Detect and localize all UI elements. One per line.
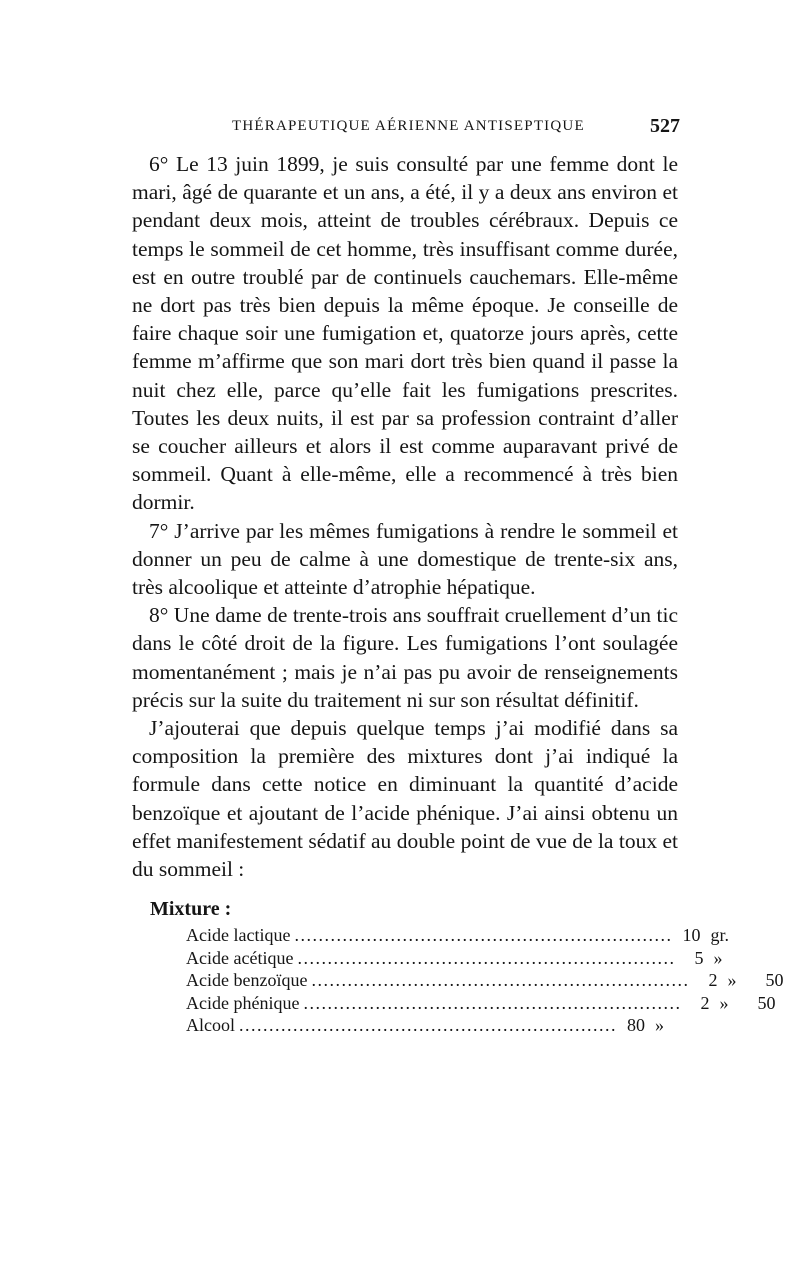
ingredient-amount: 5	[694, 947, 704, 968]
dot-leader: ...............................................................	[294, 925, 673, 945]
ingredient-row	[186, 1014, 664, 1037]
ingredient-unit: gr.	[710, 925, 729, 945]
ingredient-unit: »	[655, 1015, 664, 1035]
ingredient-name: Acide lactique	[186, 925, 291, 945]
ingredient-unit: »	[727, 970, 737, 990]
ingredient-amount: 2	[708, 970, 718, 990]
ingredient-name: Acide benzoïque	[186, 970, 308, 990]
page-number: 527	[650, 115, 680, 137]
paragraph-case-8: 8° Une dame de trente-trois ans souffrait cruellement d’un tic dans le côté droit de la figure. Les fumigations l’ont soulagée momentanément ; mais je n’ai pas pu avoir de renseignements précis sur la suite du traitement ni sur son résultat définitif.	[132, 603, 678, 712]
ingredient-list	[186, 924, 784, 1037]
ingredient-row	[186, 992, 776, 1015]
dot-leader: ...............................................................	[239, 1015, 617, 1035]
dot-leader: ...............................................................	[303, 992, 682, 1013]
dot-leader: ...............................................................	[297, 947, 676, 968]
ingredient-amount: 10	[682, 925, 701, 945]
ingredient-unit: »	[719, 992, 729, 1013]
ingredient-amount: 2	[700, 992, 710, 1013]
paragraph-case-6: 6° Le 13 juin 1899, je suis consulté par une femme dont le mari, âgé de quarante et un ans, a été, il y a deux ans environ et pendant deux mois, atteint de troubles cérébraux. Depuis ce temps le sommeil de cet homme, très insuffisant comme durée, est en outre troublé par de continuels cauchemars. Elle-même ne dort pas très bien depuis la même époque. Je conseille de faire chaque soir une fumigation et, quatorze jours après, cette femme m’affirme que son mari dort très bien quand il passe la nuit chez elle, parce qu’elle fait les fumigations prescrites. Toutes les deux nuits, il est par sa profession contraint d’aller se coucher ailleurs et alors il est comme auparavant privé de sommeil. Quant à elle-même, elle a recommencé à très bien dormir.	[132, 152, 678, 515]
ingredient-row	[186, 969, 784, 992]
ingredient-name: Acide acétique	[186, 947, 294, 968]
ingredient-extra: 50	[757, 992, 776, 1013]
page-header	[132, 115, 680, 140]
paragraph-case-7: 7° J’arrive par les mêmes fumigations à rendre le sommeil et donner un peu de calme à une domestique de trente-six ans, très alcoolique et atteinte d’atrophie hépatique.	[132, 518, 678, 600]
ingredient-unit: »	[713, 947, 723, 968]
ingredient-row	[186, 947, 723, 970]
running-title: THÉRAPEUTIQUE AÉRIENNE ANTISEPTIQUE	[232, 118, 585, 134]
ingredient-extra: 50	[765, 970, 784, 990]
ingredient-row	[186, 924, 729, 947]
dot-leader: ...............................................................	[311, 970, 690, 990]
body-text	[132, 150, 678, 883]
ingredient-name: Acide phénique	[186, 992, 300, 1013]
mixture-title: Mixture :	[150, 898, 232, 920]
ingredient-name: Alcool	[186, 1015, 235, 1035]
paragraph-conclusion: J’ajouterai que depuis quelque temps j’ai modifié dans sa composition la première des mixtures dont j’ai indiqué la formule dans cette notice en diminuant la quantité d’acide benzoïque et ajoutant de l’acide phénique. J’ai ainsi obtenu un effet manifestement sédatif au double point de vue de la toux et du sommeil :	[132, 716, 678, 882]
ingredient-amount: 80	[627, 1015, 645, 1035]
